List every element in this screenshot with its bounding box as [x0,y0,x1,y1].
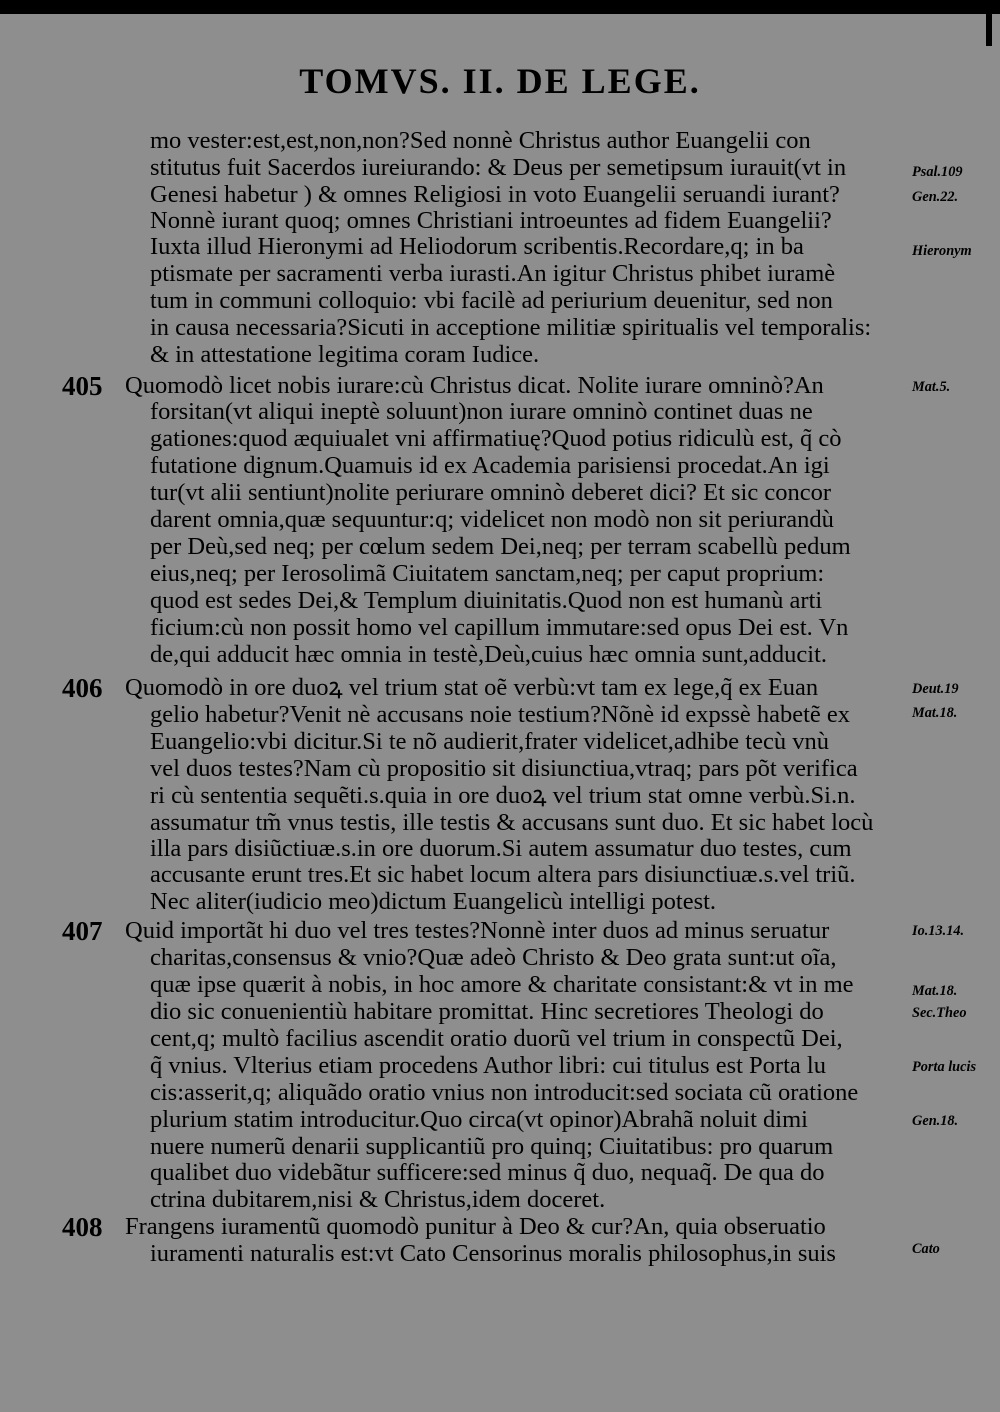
text-line: Quomodò in ore duoꝝ vel trium stat oẽ verbù:vt tam ex lege,q̃ ex Euan [125,674,819,701]
text-line: Nonnè iurant quoq; omnes Christiani introeuntes ad fidem Euangelii? [150,207,832,234]
margin-note: Deut.19 [912,681,959,697]
margin-note: Porta lucis [912,1059,977,1075]
text-line: darent omnia,quæ sequuntur:q; videlicet non modò non sit periurandù [150,506,834,533]
text-line: nuere numerũ denarii supplicantiũ pro quinq; Ciuitatibus: pro quarum [150,1133,834,1160]
margin-note: Psal.109 [912,164,963,180]
text-line: stitutus fuit Sacerdos iureiurando: & Deus per semetipsum iurauit(vt in [150,154,847,181]
text-line: quæ ipse quærit à nobis, in hoc amore & charitate consistant:& vt in me [150,971,854,998]
text-line: illa pars disiũctiuæ.s.in ore duorum.Si autem assumatur duo testes, cum [150,835,852,862]
text-line: Nec aliter(iudicio meo)dictum Euangelicù intelligi potest. [150,888,717,915]
text-line: plurium statim introducitur.Quo circa(vt opinor)Abrahã noluit dimi [150,1106,808,1133]
top-border [0,0,1000,14]
text-line: qualibet duo videbãtur sufficere:sed minus q̃ duo, nequaq̃. De qua do [150,1159,825,1186]
text-line: ficium:cù non possit homo vel capillum immutare:sed opus Dei est. Vn [150,614,849,641]
text-line: charitas,consensus & vnio?Quæ adeò Christo & Deo grata sunt:ut oĩa, [150,944,837,971]
text-line: vel duos testes?Nam cù propositio sit disiunctiua,vtraq; pars põt verifica [150,755,858,782]
text-line: quod est sedes Dei,& Templum diuinitatis.Quod non est humanù arti [150,587,823,614]
margin-note: Gen.18. [912,1113,959,1129]
section-number: 405 [62,371,103,401]
text-line: eius,neq; per Ierosolimã Ciuitatem sanctam,neq; per caput proprium: [150,560,825,587]
section-number: 408 [62,1212,103,1242]
text-line: iuramenti naturalis est:vt Cato Censorinus moralis philosophus,in suis [150,1240,836,1267]
text-line: ptismate per sacramenti verba iurasti.An igitur Christus phibet iuramè [150,260,836,287]
text-line: accusante erunt tres.Et sic habet locum altera pars disiunctiuæ.s.vel triũ. [150,861,856,888]
text-line: Quomodò licet nobis iurare:cù Christus dicat. Nolite iurare omninò?An [125,372,824,399]
corner-mark [986,0,992,46]
text-line: assumatur tm̃ vnus testis, ille testis & accusans sunt duo. Et sic habet locù [150,809,874,836]
text-line: per Deù,sed neq; per cœlum sedem Dei,neq; per terram scabellù pedum [150,533,851,560]
text-line: tum in communi colloquio: vbi facilè ad periurium deuenitur, sed non [150,287,833,314]
text-line: mo vester:est,est,non,non?Sed nonnè Christus author Euangelii con [150,127,811,154]
section-number: 406 [62,673,103,703]
text-line: Genesi habetur ) & omnes Religiosi in voto Euangelii seruandi iurant? [150,181,840,208]
text-line: Frangens iuramentũ quomodò punitur à Deo & cur?An, quia obseruatio [125,1213,826,1240]
margin-note: Mat.18. [912,705,958,721]
text-line: q̃ vnius. Vlterius etiam procedens Author libri: cui titulus est Porta lu [150,1052,826,1079]
text-line: gelio habetur?Venit nè accusans noie testium?Nõnè id expssè habetẽ ex [150,701,851,728]
text-line: futatione dignum.Quamuis id ex Academia parisiensi procedat.An igi [150,452,830,479]
text-line: Iuxta illud Hieronymi ad Heliodorum scribentis.Recordare,q; in ba [150,233,804,260]
margin-note: Gen.22. [912,189,959,205]
text-line: Euangelio:vbi dicitur.Si te nõ audierit,frater videlicet,adhibe tecù vnù [150,728,829,755]
text-line: & in attestatione legitima coram Iudice. [150,341,540,368]
text-line: dio sic conuenientiù habitare promittat. Hinc secretiores Theologi do [150,998,824,1025]
text-line: ctrina dubitarem,nisi & Christus,idem doceret. [150,1186,606,1213]
text-line: cent,q; multò facilius ascendit oratio duorũ vel trium in conspectũ Dei, [150,1025,843,1052]
margin-note: Io.13.14. [912,923,965,939]
text-line: Quid importãt hi duo vel tres testes?Nonnè inter duos ad minus seruatur [125,917,830,944]
text-line: cis:asserit,q; aliquãdo oratio vnius non introducit:sed sociata cũ oratione [150,1079,859,1106]
margin-note: Mat.5. [912,379,951,395]
margin-note: Hieronym [912,243,972,259]
text-line: ri cù sententia sequẽti.s.quia in ore duoꝝ vel trium stat omne verbù.Si.n. [150,782,856,809]
running-header: TOMVS. II. DE LEGE. [299,61,701,101]
section-number: 407 [62,916,103,946]
text-line: in causa necessaria?Sicuti in acceptione militiæ spiritualis vel temporalis: [150,314,872,341]
text-line: de,qui adducit hæc omnia in testè,Deù,cuius hæc omnia sunt,adducit. [150,641,828,668]
text-line: forsitan(vt aliqui ineptè soluunt)non iurare omninò continet duas ne [150,398,813,425]
text-line: gationes:quod æquiualet vni affirmatiuę?Quod potius ridiculù est, q̃ cò [150,425,842,452]
text-line: tur(vt alii sentiunt)nolite periurare omninò deberet dici? Et sic concor [150,479,831,506]
margin-note: Cato [912,1241,940,1257]
margin-note: Mat.18. [912,983,958,999]
margin-note: Sec.Theo [912,1005,967,1021]
